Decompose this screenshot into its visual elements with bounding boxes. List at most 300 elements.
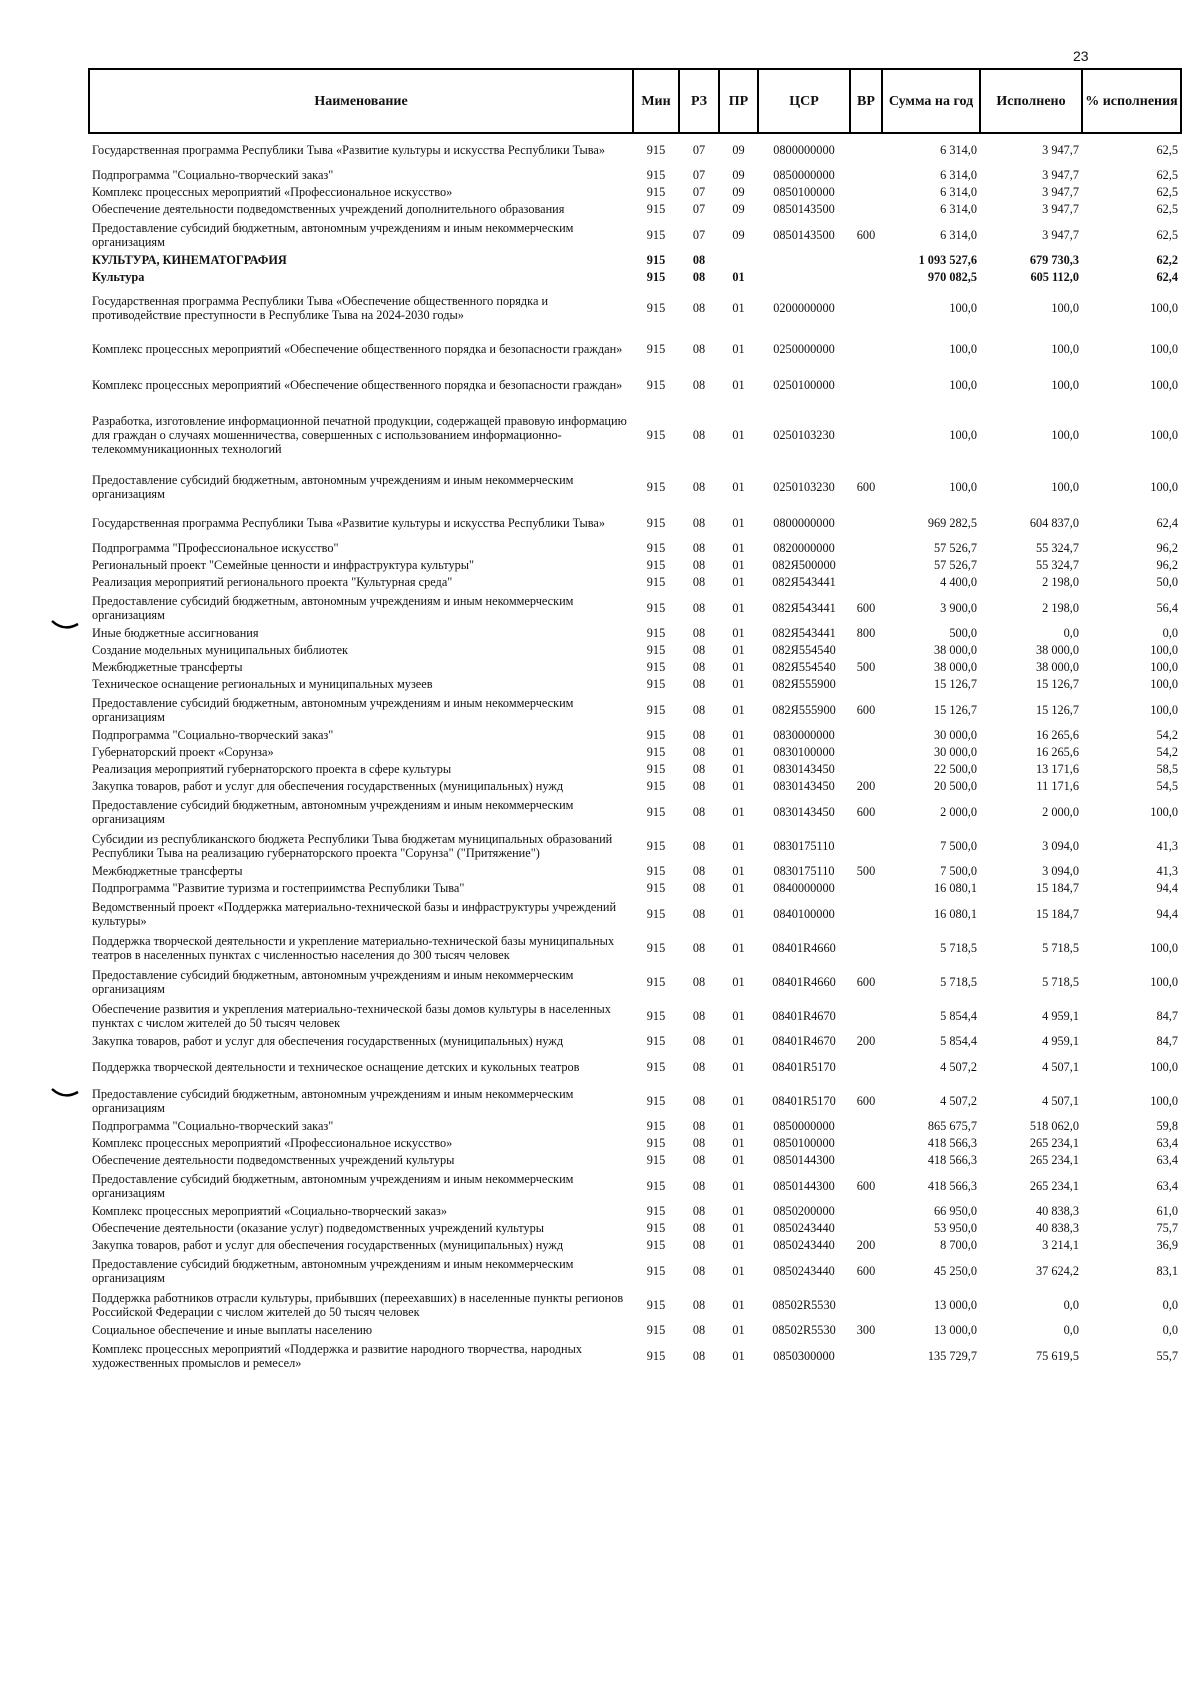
cell-pr: 09 — [732, 168, 745, 183]
cell-vr — [850, 1118, 882, 1135]
table-header-row — [89, 69, 1181, 133]
cell-name: КУЛЬТУРА, КИНЕМАТОГРАФИЯ — [92, 253, 287, 268]
cell-name: Поддержка творческой деятельности и укрепление материально-технической базы муниципальных театров в населенных пунктах с численностью населения до 300 тысяч человек — [92, 933, 615, 962]
table-row — [89, 744, 1181, 761]
cell-pr: 01 — [732, 1297, 745, 1312]
cell-name: Субсидии из республиканского бюджета Республики Тыва бюджетам муниципальных образований Республики Тыва на реализацию губернаторского проекта "Сорунза" ("Притяжение") — [92, 831, 613, 860]
cell-pct: 100,0 — [1150, 341, 1178, 356]
cell-csr — [758, 252, 850, 269]
cell-csr: 082Я543441 — [772, 575, 836, 590]
cell-name: Подпрограмма "Развитие туризма и гостеприимства Республики Тыва" — [92, 881, 465, 896]
cell-pr: 01 — [732, 974, 745, 989]
cell-csr: 082Я543441 — [772, 626, 836, 641]
cell-name: Комплекс процессных мероприятий «Профессиональное искусство» — [92, 1136, 453, 1151]
table-row — [89, 761, 1181, 778]
cell-rz: 08 — [692, 1178, 706, 1193]
cell-pct: 100,0 — [1150, 1059, 1178, 1074]
cell-vr — [850, 676, 882, 693]
cell-name: Поддержка творческой деятельности и техническое оснащение детских и кукольных театров — [92, 1059, 580, 1074]
cell-min: 915 — [646, 168, 666, 183]
cell-done: 2 198,0 — [1042, 575, 1079, 590]
cell-pct: 63,4 — [1156, 1178, 1178, 1193]
cell-name: Предоставление субсидий бюджетным, автономным учреждениям и иным некоммерческим организациям — [92, 220, 574, 249]
cell-sum: 418 566,3 — [927, 1153, 977, 1168]
cell-done: 265 234,1 — [1029, 1153, 1079, 1168]
col-header-sum: Сумма на год — [882, 69, 980, 133]
cell-sum: 57 526,7 — [933, 558, 977, 573]
cell-name: Комплекс процессных мероприятий «Профессиональное искусство» — [92, 185, 453, 200]
cell-pr: 01 — [732, 515, 745, 530]
col-header-min: Мин — [633, 69, 679, 133]
cell-name: Предоставление субсидий бюджетным, автономным учреждениям и иным некоммерческим организациям — [92, 593, 574, 622]
cell-pct: 63,4 — [1156, 1136, 1178, 1151]
cell-min: 915 — [646, 626, 666, 641]
cell-csr: 0840000000 — [773, 881, 835, 896]
cell-pr: 01 — [732, 1263, 745, 1278]
cell-pr: 01 — [732, 377, 745, 392]
cell-pr: 01 — [732, 643, 745, 658]
cell-min: 915 — [646, 838, 666, 853]
cell-csr: 08401R5170 — [772, 1093, 836, 1108]
cell-done: 3 947,7 — [1042, 143, 1079, 158]
cell-rz: 08 — [692, 253, 706, 268]
cell-done: 265 234,1 — [1029, 1136, 1079, 1151]
cell-csr: 082Я500000 — [772, 558, 836, 573]
table-row — [89, 402, 1181, 468]
cell-name: Предоставление субсидий бюджетным, автономным учреждениям и иным некоммерческим организациям — [92, 695, 574, 724]
cell-done: 2 000,0 — [1042, 804, 1079, 819]
cell-rz: 08 — [692, 702, 706, 717]
cell-rz: 08 — [692, 1297, 706, 1312]
cell-pr: 01 — [732, 300, 745, 315]
cell-min: 915 — [646, 1297, 666, 1312]
cell-pr: 01 — [732, 427, 745, 442]
cell-csr: 082Я543441 — [772, 600, 836, 615]
cell-sum: 8 700,0 — [940, 1238, 977, 1253]
col-header-csr: ЦСР — [758, 69, 850, 133]
cell-vr — [850, 1339, 882, 1373]
cell-rz: 08 — [692, 515, 706, 530]
cell-done: 3 947,7 — [1042, 202, 1079, 217]
cell-min: 915 — [646, 1178, 666, 1193]
cell-sum: 6 314,0 — [940, 168, 977, 183]
cell-pct: 56,4 — [1156, 600, 1178, 615]
table-row — [89, 1084, 1181, 1118]
cell-done: 4 507,1 — [1042, 1093, 1079, 1108]
cell-pct: 84,7 — [1156, 1008, 1178, 1023]
cell-sum: 15 126,7 — [933, 702, 977, 717]
table-row — [89, 965, 1181, 999]
table-row — [89, 897, 1181, 931]
cell-pct: 94,4 — [1156, 881, 1178, 896]
cell-pr: 01 — [732, 479, 745, 494]
cell-rz: 08 — [692, 1093, 706, 1108]
cell-csr: 082Я555900 — [772, 677, 836, 692]
cell-min: 915 — [646, 745, 666, 760]
cell-pct: 100,0 — [1150, 1093, 1178, 1108]
cell-sum: 30 000,0 — [933, 745, 977, 760]
table-row — [89, 167, 1181, 184]
table-row — [89, 1254, 1181, 1288]
cell-sum: 13 000,0 — [933, 1323, 977, 1338]
cell-min: 915 — [646, 300, 666, 315]
cell-rz: 08 — [692, 558, 706, 573]
cell-name: Государственная программа Республики Тыва «Обеспечение общественного порядка и противодействие преступности в Республике Тыва на 2024-2030 годы» — [92, 293, 549, 322]
cell-min: 915 — [646, 185, 666, 200]
cell-name: Обеспечение деятельности (оказание услуг) подведомственных учреждений культуры — [92, 1221, 545, 1236]
cell-pr: 01 — [732, 881, 745, 896]
table-row — [89, 1135, 1181, 1152]
cell-pct: 100,0 — [1150, 677, 1178, 692]
cell-pr: 01 — [732, 762, 745, 777]
cell-rz: 07 — [692, 143, 706, 158]
cell-csr: 0850300000 — [773, 1348, 835, 1363]
cell-pct: 0,0 — [1162, 626, 1178, 641]
cell-sum: 5 718,5 — [940, 940, 977, 955]
cell-vr: 600 — [856, 479, 876, 494]
cell-pct: 96,2 — [1156, 541, 1178, 556]
table-row — [89, 931, 1181, 965]
cell-min: 915 — [646, 1238, 666, 1253]
cell-done: 11 171,6 — [1036, 779, 1079, 794]
cell-vr: 600 — [856, 804, 876, 819]
cell-rz: 08 — [692, 377, 706, 392]
cell-pr: 01 — [732, 1178, 745, 1193]
cell-done: 3 947,7 — [1042, 185, 1079, 200]
table-row — [89, 1322, 1181, 1339]
cell-sum: 16 080,1 — [933, 906, 977, 921]
cell-pct: 63,4 — [1156, 1153, 1178, 1168]
cell-min: 915 — [646, 1348, 666, 1363]
cell-pct: 41,3 — [1156, 838, 1178, 853]
cell-min: 915 — [646, 600, 666, 615]
cell-sum: 38 000,0 — [933, 660, 977, 675]
cell-pr: 01 — [732, 575, 745, 590]
cell-pct: 100,0 — [1150, 940, 1178, 955]
cell-vr — [850, 931, 882, 965]
cell-rz: 08 — [692, 838, 706, 853]
cell-pr: 09 — [732, 185, 745, 200]
cell-pr: 01 — [732, 1034, 745, 1049]
table-row — [89, 468, 1181, 506]
cell-sum: 970 082,5 — [927, 270, 977, 285]
cell-pr: 01 — [732, 626, 745, 641]
cell-name: Ведомственный проект «Поддержка материально-технической базы и инфраструктуры учреждений культуры» — [92, 899, 617, 928]
cell-vr: 600 — [856, 1093, 876, 1108]
cell-vr — [850, 330, 882, 368]
cell-rz: 08 — [692, 341, 706, 356]
cell-min: 915 — [646, 558, 666, 573]
cell-pct: 0,0 — [1162, 1297, 1178, 1312]
cell-rz: 08 — [692, 1119, 706, 1134]
table-row — [89, 269, 1181, 286]
cell-rz: 08 — [692, 974, 706, 989]
table-row — [89, 1118, 1181, 1135]
table-row — [89, 727, 1181, 744]
cell-sum: 6 314,0 — [940, 202, 977, 217]
cell-pct: 0,0 — [1162, 1323, 1178, 1338]
cell-pr — [719, 252, 758, 269]
cell-csr: 0830143450 — [773, 779, 835, 794]
cell-rz: 08 — [692, 804, 706, 819]
table-row — [89, 1169, 1181, 1203]
page-number: 23 — [1073, 48, 1089, 64]
cell-done: 38 000,0 — [1035, 660, 1079, 675]
cell-rz: 08 — [692, 728, 706, 743]
cell-rz: 08 — [692, 940, 706, 955]
table-row — [89, 133, 1181, 167]
cell-pct: 41,3 — [1156, 864, 1178, 879]
cell-min: 915 — [646, 1136, 666, 1151]
cell-vr — [850, 1203, 882, 1220]
cell-pct: 36,9 — [1156, 1238, 1178, 1253]
cell-name: Поддержка работников отрасли культуры, прибывших (переехавших) в населенные пункты регионов Российской Федерации с числом жителей до 50 тысяч человек — [92, 1290, 624, 1319]
cell-csr: 0850143500 — [773, 202, 835, 217]
cell-min: 915 — [646, 974, 666, 989]
cell-done: 2 198,0 — [1042, 600, 1079, 615]
cell-name: Подпрограмма "Социально-творческий заказ" — [92, 728, 334, 743]
cell-rz: 08 — [692, 864, 706, 879]
cell-min: 915 — [646, 202, 666, 217]
cell-sum: 1 093 527,6 — [918, 253, 977, 268]
cell-pr: 01 — [732, 1348, 745, 1363]
table-row — [89, 506, 1181, 540]
cell-csr: 0850000000 — [773, 1119, 835, 1134]
cell-sum: 3 900,0 — [940, 600, 977, 615]
cell-pct: 84,7 — [1156, 1034, 1178, 1049]
cell-pct: 100,0 — [1150, 702, 1178, 717]
cell-vr: 600 — [856, 1263, 876, 1278]
cell-sum: 969 282,5 — [927, 515, 977, 530]
cell-vr — [850, 269, 882, 286]
table-row — [89, 252, 1181, 269]
cell-pr: 01 — [732, 906, 745, 921]
cell-done: 4 507,1 — [1042, 1059, 1079, 1074]
cell-done: 518 062,0 — [1029, 1119, 1079, 1134]
cell-min: 915 — [646, 341, 666, 356]
cell-name: Предоставление субсидий бюджетным, автономным учреждениям и иным некоммерческим организациям — [92, 472, 574, 501]
cell-pr: 09 — [732, 143, 745, 158]
cell-csr: 082Я555900 — [772, 702, 836, 717]
cell-pct: 54,2 — [1156, 745, 1178, 760]
col-header-name: Наименование — [89, 69, 633, 133]
cell-rz: 08 — [692, 270, 706, 285]
cell-pr: 01 — [732, 745, 745, 760]
cell-pct: 100,0 — [1150, 643, 1178, 658]
cell-sum: 45 250,0 — [933, 1263, 977, 1278]
cell-done: 16 265,6 — [1035, 745, 1079, 760]
cell-done: 100,0 — [1051, 479, 1079, 494]
cell-sum: 16 080,1 — [933, 881, 977, 896]
cell-pr: 01 — [732, 600, 745, 615]
cell-pr: 01 — [732, 660, 745, 675]
cell-min: 915 — [646, 1221, 666, 1236]
cell-done: 3 947,7 — [1042, 168, 1079, 183]
cell-done: 37 624,2 — [1035, 1263, 1079, 1278]
cell-name: Социальное обеспечение и иные выплаты населению — [92, 1323, 373, 1338]
cell-done: 604 837,0 — [1029, 515, 1079, 530]
cell-sum: 7 500,0 — [940, 838, 977, 853]
cell-vr — [850, 642, 882, 659]
cell-sum: 4 507,2 — [940, 1059, 977, 1074]
cell-name: Закупка товаров, работ и услуг для обеспечения государственных (муниципальных) нужд — [92, 1034, 564, 1049]
col-header-done: Исполнено — [980, 69, 1082, 133]
cell-pr: 01 — [732, 1119, 745, 1134]
cell-name: Иные бюджетные ассигнования — [92, 626, 259, 641]
table-row — [89, 625, 1181, 642]
table-row — [89, 218, 1181, 252]
cell-pr: 01 — [732, 341, 745, 356]
cell-rz: 08 — [692, 1348, 706, 1363]
cell-vr: 600 — [856, 600, 876, 615]
cell-sum: 500,0 — [949, 626, 977, 641]
cell-sum: 100,0 — [949, 300, 977, 315]
cell-sum: 4 400,0 — [940, 575, 977, 590]
cell-vr: 600 — [856, 1178, 876, 1193]
cell-vr — [850, 829, 882, 863]
table-row — [89, 863, 1181, 880]
cell-min: 915 — [646, 575, 666, 590]
cell-vr — [850, 506, 882, 540]
table-row — [89, 642, 1181, 659]
cell-min: 915 — [646, 762, 666, 777]
cell-pct: 100,0 — [1150, 974, 1178, 989]
cell-sum: 4 507,2 — [940, 1093, 977, 1108]
cell-pct: 94,4 — [1156, 906, 1178, 921]
cell-vr — [850, 184, 882, 201]
cell-name: Комплекс процессных мероприятий «Поддержка и развитие народного творчества, народных художественных промыслов и ремесел» — [92, 1341, 583, 1370]
table-row — [89, 659, 1181, 676]
cell-pr: 01 — [732, 1153, 745, 1168]
cell-min: 915 — [646, 1034, 666, 1049]
table-row — [89, 1237, 1181, 1254]
cell-vr — [850, 744, 882, 761]
cell-name: Предоставление субсидий бюджетным, автономным учреждениям и иным некоммерческим организациям — [92, 1171, 574, 1200]
cell-name: Комплекс процессных мероприятий «Обеспечение общественного порядка и безопасности граждан» — [92, 341, 623, 356]
cell-rz: 08 — [692, 1263, 706, 1278]
cell-sum: 57 526,7 — [933, 541, 977, 556]
cell-csr: 08401R4660 — [772, 974, 836, 989]
cell-pr: 09 — [732, 202, 745, 217]
cell-done: 40 838,3 — [1035, 1221, 1079, 1236]
cell-min: 915 — [646, 1119, 666, 1134]
cell-pct: 100,0 — [1150, 804, 1178, 819]
cell-pr: 01 — [732, 541, 745, 556]
table-row — [89, 1339, 1181, 1373]
cell-pr: 01 — [732, 702, 745, 717]
cell-rz: 08 — [692, 1008, 706, 1023]
cell-csr: 0850144300 — [773, 1153, 835, 1168]
cell-pct: 100,0 — [1150, 479, 1178, 494]
cell-csr: 0850200000 — [773, 1204, 835, 1219]
cell-vr — [850, 133, 882, 167]
col-header-pr: ПР — [719, 69, 758, 133]
cell-pct: 61,0 — [1156, 1204, 1178, 1219]
cell-vr — [850, 999, 882, 1033]
cell-pct: 62,5 — [1156, 227, 1178, 242]
table-row — [89, 184, 1181, 201]
cell-done: 15 126,7 — [1035, 677, 1079, 692]
cell-vr — [850, 880, 882, 897]
cell-min: 915 — [646, 227, 666, 242]
cell-pct: 75,7 — [1156, 1221, 1178, 1236]
cell-min: 915 — [646, 1059, 666, 1074]
cell-csr: 08401R4670 — [772, 1008, 836, 1023]
cell-rz: 08 — [692, 1059, 706, 1074]
cell-pct: 100,0 — [1150, 377, 1178, 392]
cell-name: Межбюджетные трансферты — [92, 660, 243, 675]
cell-vr — [850, 167, 882, 184]
cell-done: 3 094,0 — [1042, 838, 1079, 853]
cell-done: 55 324,7 — [1035, 558, 1079, 573]
cell-csr: 0800000000 — [773, 143, 835, 158]
cell-rz: 07 — [692, 202, 706, 217]
cell-pct: 62,4 — [1156, 515, 1178, 530]
cell-done: 15 184,7 — [1035, 906, 1079, 921]
cell-vr — [850, 286, 882, 330]
cell-rz: 08 — [692, 906, 706, 921]
cell-rz: 08 — [692, 1034, 706, 1049]
cell-done: 100,0 — [1051, 300, 1079, 315]
cell-pct: 62,5 — [1156, 202, 1178, 217]
cell-sum: 6 314,0 — [940, 185, 977, 200]
cell-sum: 38 000,0 — [933, 643, 977, 658]
cell-pct: 62,2 — [1156, 253, 1178, 268]
cell-pr: 01 — [732, 838, 745, 853]
cell-min: 915 — [646, 940, 666, 955]
cell-vr: 600 — [856, 227, 876, 242]
cell-csr — [758, 269, 850, 286]
cell-csr: 0250100000 — [773, 377, 835, 392]
cell-pr: 01 — [732, 1136, 745, 1151]
cell-pct: 59,8 — [1156, 1119, 1178, 1134]
cell-name: Техническое оснащение региональных и муниципальных музеев — [92, 677, 433, 692]
cell-sum: 418 566,3 — [927, 1136, 977, 1151]
cell-done: 5 718,5 — [1042, 940, 1079, 955]
cell-pct: 100,0 — [1150, 660, 1178, 675]
cell-pct: 62,5 — [1156, 168, 1178, 183]
cell-pr: 01 — [732, 1238, 745, 1253]
cell-csr: 0800000000 — [773, 515, 835, 530]
cell-pr: 01 — [732, 558, 745, 573]
cell-sum: 6 314,0 — [940, 227, 977, 242]
cell-name: Государственная программа Республики Тыва «Развитие культуры и искусства Республики Тыва» — [92, 515, 606, 530]
cell-done: 0,0 — [1063, 626, 1079, 641]
cell-pr: 01 — [732, 270, 745, 285]
cell-name: Предоставление субсидий бюджетным, автономным учреждениям и иным некоммерческим организациям — [92, 967, 574, 996]
cell-csr: 0830175110 — [773, 838, 835, 853]
cell-vr — [850, 1050, 882, 1084]
cell-pct: 100,0 — [1150, 427, 1178, 442]
cell-vr — [850, 540, 882, 557]
cell-sum: 2 000,0 — [940, 804, 977, 819]
cell-done: 3 094,0 — [1042, 864, 1079, 879]
cell-name: Межбюджетные трансферты — [92, 864, 243, 879]
cell-pr: 01 — [732, 864, 745, 879]
table-row — [89, 999, 1181, 1033]
cell-pr: 01 — [732, 779, 745, 794]
cell-min: 915 — [646, 143, 666, 158]
cell-pct: 62,5 — [1156, 185, 1178, 200]
cell-rz: 08 — [692, 1204, 706, 1219]
cell-sum: 100,0 — [949, 377, 977, 392]
cell-pr: 01 — [732, 1093, 745, 1108]
table-row — [89, 829, 1181, 863]
table-row — [89, 1152, 1181, 1169]
table-row — [89, 540, 1181, 557]
cell-name: Культура — [92, 270, 145, 285]
cell-min: 915 — [646, 660, 666, 675]
